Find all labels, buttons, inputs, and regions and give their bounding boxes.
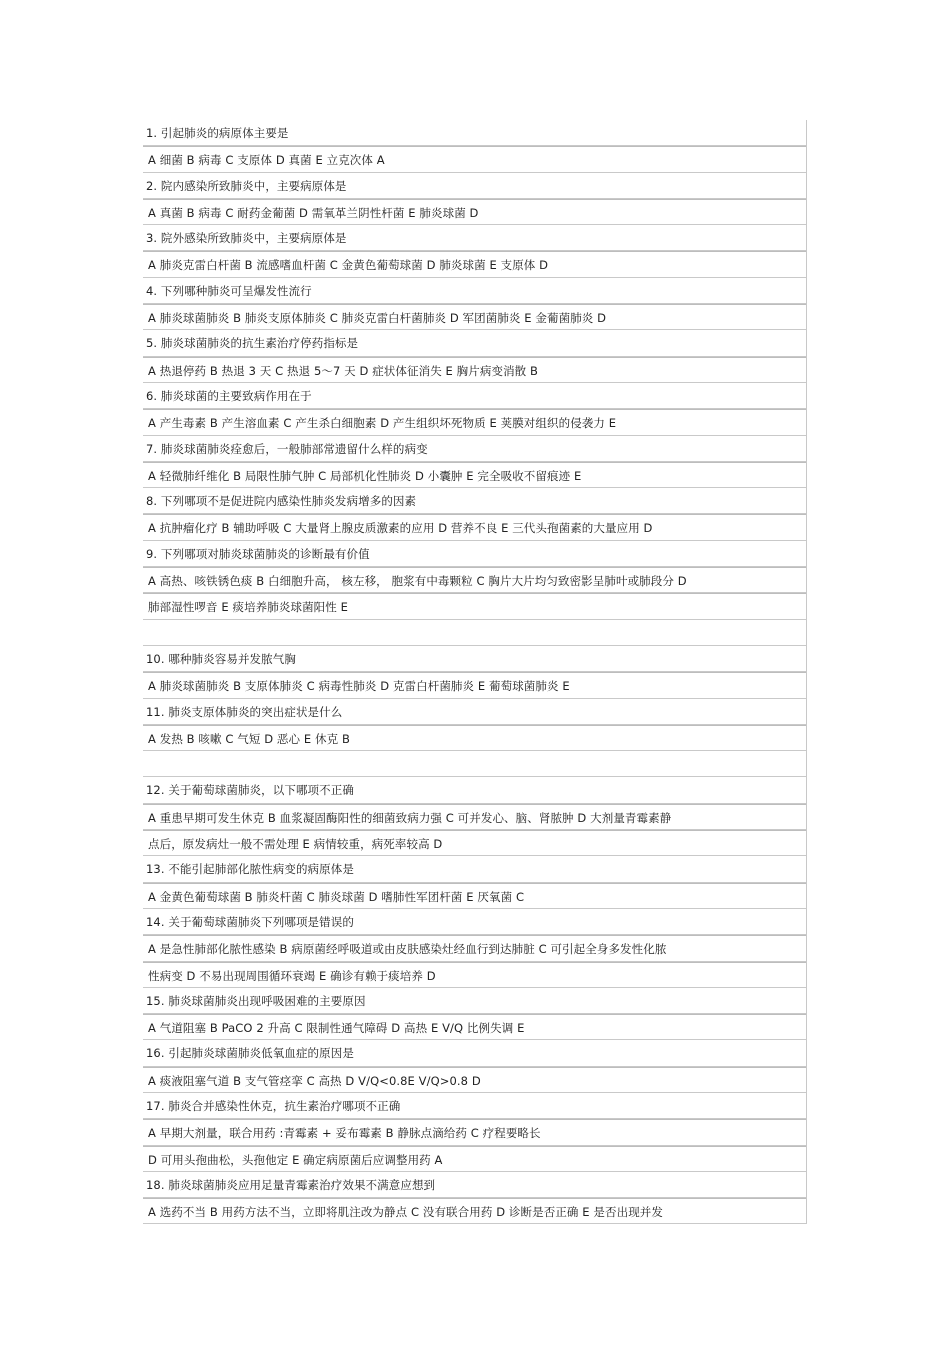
answer-text: A 痰液阻塞气道 B 支气管痉挛 C 高热 D V/Q<0.8E V/Q>0.8 D <box>148 1073 481 1088</box>
question-text: 5. 肺炎球菌肺炎的抗生素治疗停药指标是 <box>146 336 359 351</box>
question-sheet <box>143 120 807 1224</box>
answer-text: A 高热、咳铁锈色痰 B 白细胞升高， 核左移， 胞浆有中毒颗粒 C 胸片大片均匀致密影呈肺叶或肺段分 D <box>148 574 687 589</box>
answer-line <box>143 1198 806 1224</box>
question-text: 8. 下列哪项不是促进院内感染性肺炎发病增多的因素 <box>146 494 417 509</box>
question-line <box>143 646 806 672</box>
answer-text: A 细菌 B 病毒 C 支原体 D 真菌 E 立克次体 A <box>148 153 385 168</box>
answer-text: A 肺炎球菌肺炎 B 支原体肺炎 C 病毒性肺炎 D 克雷白杆菌肺炎 E 葡萄球菌肺炎 E <box>148 679 570 694</box>
question-line <box>143 988 806 1014</box>
question-line <box>143 278 806 304</box>
answer-line <box>143 883 806 909</box>
question-text: 9. 下列哪项对肺炎球菌肺炎的诊断最有价值 <box>146 546 370 561</box>
question-line <box>143 1093 806 1119</box>
question-line <box>143 330 806 356</box>
answer-line <box>143 1014 806 1040</box>
answer-line <box>143 567 806 593</box>
question-line <box>143 541 806 567</box>
answer-line <box>143 962 806 988</box>
answer-text: 点后，原发病灶一般不需处理 E 病情较重，病死率较高 D <box>148 837 443 852</box>
question-text: 6. 肺炎球菌的主要致病作用在于 <box>146 388 312 403</box>
answer-text: A 早期大剂量，联合用药 :青霉素 + 妥布霉素 B 静脉点滴给药 C 疗程要略长 <box>148 1126 541 1141</box>
question-text: 3. 院外感染所致肺炎中，主要病原体是 <box>146 231 347 246</box>
answer-text: A 发热 B 咳嗽 C 气短 D 恶心 E 休克 B <box>148 731 350 746</box>
answer-text: A 肺炎克雷白杆菌 B 流感嗜血杆菌 C 金黄色葡萄球菌 D 肺炎球菌 E 支原体 D <box>148 258 549 273</box>
question-text: 18. 肺炎球菌肺炎应用足量青霉素治疗效果不满意应想到 <box>146 1177 436 1192</box>
question-text: 16. 引起肺炎球菌肺炎低氧血症的原因是 <box>146 1046 354 1061</box>
question-line <box>143 699 806 725</box>
answer-line <box>143 1146 806 1172</box>
answer-text: 肺部湿性啰音 E 痰培养肺炎球菌阳性 E <box>148 600 348 615</box>
answer-line <box>143 251 806 277</box>
question-text: 13. 不能引起肺部化脓性病变的病原体是 <box>146 862 354 877</box>
answer-line <box>143 672 806 698</box>
blank-line <box>143 620 806 646</box>
answer-text: A 选药不当 B 用药方法不当，立即将肌注改为静点 C 没有联合用药 D 诊断是否正确 E 是否出现并发 <box>148 1205 664 1220</box>
question-line <box>143 488 806 514</box>
answer-line <box>143 199 806 225</box>
answer-text: A 肺炎球菌肺炎 B 肺炎支原体肺炎 C 肺炎克雷白杆菌肺炎 D 军团菌肺炎 E 金葡菌肺炎 D <box>148 311 607 326</box>
question-line <box>143 856 806 882</box>
question-text: 11. 肺炎支原体肺炎的突出症状是什么 <box>146 704 343 719</box>
answer-text: A 气道阻塞 B PaCO 2 升高 C 限制性通气障碍 D 高热 E V/Q 比例失调 E <box>148 1021 525 1036</box>
answer-line <box>143 146 806 172</box>
answer-text: A 金黄色葡萄球菌 B 肺炎杆菌 C 肺炎球菌 D 嗜肺性军团杆菌 E 厌氧菌 C <box>148 889 525 904</box>
question-text: 15. 肺炎球菌肺炎出现呼吸困难的主要原因 <box>146 993 366 1008</box>
answer-text: A 真菌 B 病毒 C 耐药金葡菌 D 需氧革兰阴性杆菌 E 肺炎球菌 D <box>148 205 479 220</box>
question-text: 17. 肺炎合并感染性休克，抗生素治疗哪项不正确 <box>146 1098 401 1113</box>
blank-line <box>143 751 806 777</box>
question-line <box>143 777 806 803</box>
answer-line <box>143 357 806 383</box>
answer-line <box>143 830 806 856</box>
answer-line <box>143 593 806 619</box>
answer-text: A 轻微肺纤维化 B 局限性肺气肿 C 局部机化性肺炎 D 小囊肿 E 完全吸收不留痕迹 E <box>148 468 582 483</box>
answer-text: A 是急性肺部化脓性感染 B 病原菌经呼吸道或由皮肤感染灶经血行到达肺脏 C 可引起全身多发性化脓 <box>148 942 667 957</box>
answer-text: 性病变 D 不易出现周围循环衰竭 E 确诊有赖于痰培养 D <box>148 968 436 983</box>
question-text: 7. 肺炎球菌肺炎痊愈后，一般肺部常遗留什么样的病变 <box>146 441 428 456</box>
question-line <box>143 909 806 935</box>
answer-line <box>143 409 806 435</box>
answer-line <box>143 935 806 961</box>
question-line <box>143 173 806 199</box>
question-line <box>143 383 806 409</box>
answer-line <box>143 304 806 330</box>
question-line <box>143 436 806 462</box>
question-text: 12. 关于葡萄球菌肺炎，以下哪项不正确 <box>146 783 354 798</box>
answer-line <box>143 804 806 830</box>
question-text: 4. 下列哪种肺炎可呈爆发性流行 <box>146 283 312 298</box>
answer-line <box>143 1119 806 1145</box>
answer-text: A 产生毒素 B 产生溶血素 C 产生杀白细胞素 D 产生组织坏死物质 E 荚膜对组织的侵袭力 E <box>148 416 617 431</box>
answer-line <box>143 514 806 540</box>
question-line <box>143 225 806 251</box>
answer-text: A 重患早期可发生休克 B 血浆凝固酶阳性的细菌致病力强 C 可并发心、脑、肾脓肿 D 大剂量青霉素静 <box>148 810 672 825</box>
answer-text: A 热退停药 B 热退 3 天 C 热退 5～7 天 D 症状体征消失 E 胸片病变消散 B <box>148 363 539 378</box>
question-text: 1. 引起肺炎的病原体主要是 <box>146 126 289 140</box>
answer-text: D 可用头孢曲松，头孢他定 E 确定病原菌后应调整用药 A <box>148 1152 443 1167</box>
question-text: 10. 哪种肺炎容易并发脓气胸 <box>146 651 296 666</box>
answer-line <box>143 725 806 751</box>
question-line <box>143 1172 806 1198</box>
question-text: 14. 关于葡萄球菌肺炎下列哪项是错误的 <box>146 914 354 929</box>
answer-line <box>143 462 806 488</box>
answer-line <box>143 1067 806 1093</box>
question-text: 2. 院内感染所致肺炎中，主要病原体是 <box>146 178 347 193</box>
question-line <box>143 120 806 146</box>
question-line <box>143 1040 806 1066</box>
answer-text: A 抗肿瘤化疗 B 辅助呼吸 C 大量肾上腺皮质激素的应用 D 营养不良 E 三代头孢菌素的大量应用 D <box>148 521 653 536</box>
